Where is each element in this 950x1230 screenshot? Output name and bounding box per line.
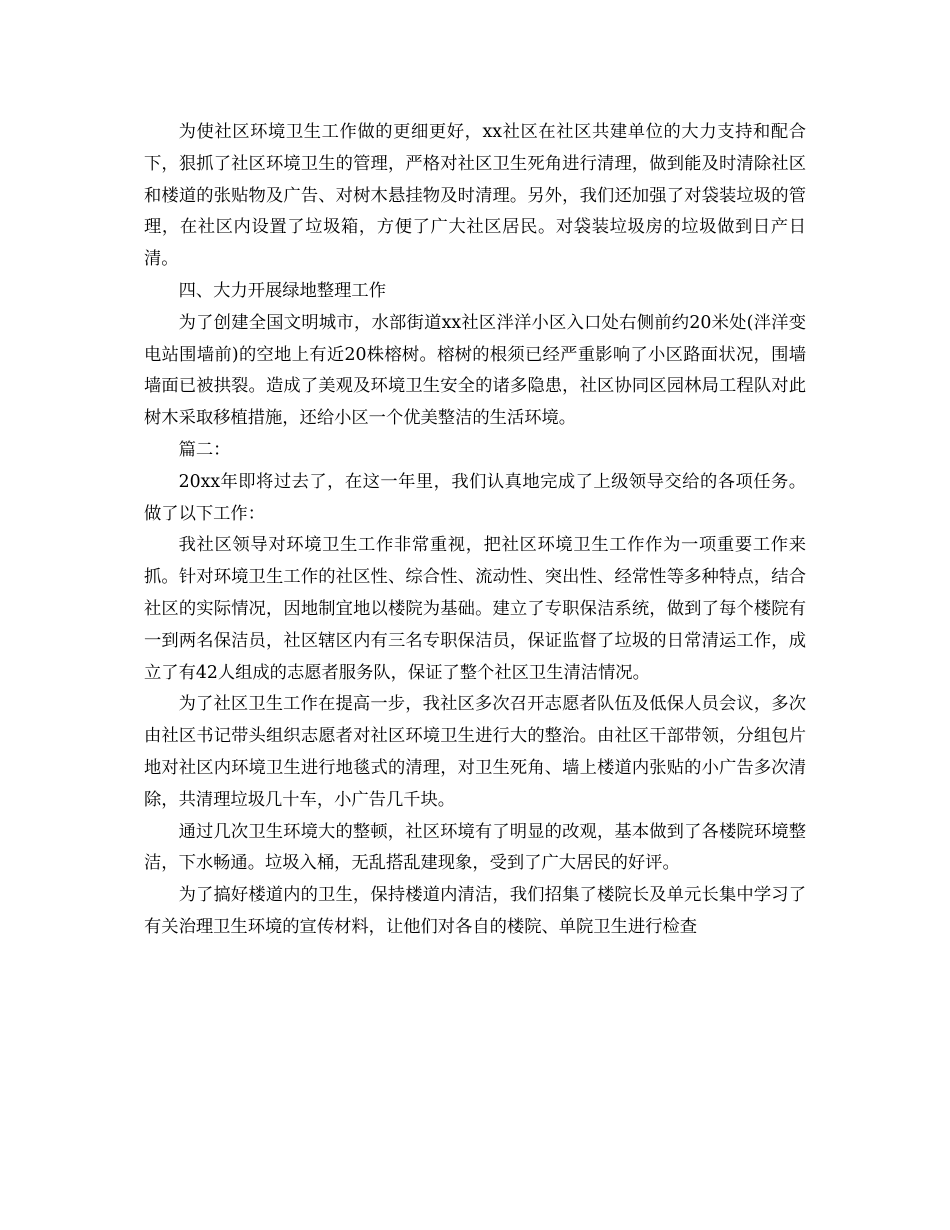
paragraph-3: 20xx年即将过去了，在这一年里，我们认真地完成了上级领导交给的各项任务。做了以下工作： bbox=[144, 471, 806, 524]
paragraph-1: 为使社区环境卫生工作做的更细更好，xx社区在社区共建单位的大力支持和配合下，狠抓了社区环境卫生的管理，严格对社区卫生死角进行清理，做到能及时清除社区和楼道的张贴物及广告、对树木悬挂物及时清理。另外，我们还加强了对袋装垃圾的管理，在社区内设置了垃圾箱，方便了广大社区居民。对袋装垃圾房的垃圾做到日产日清。 bbox=[144, 122, 806, 270]
paragraph-6: 通过几次卫生环境大的整顿，社区环境有了明显的改观，基本做到了各楼院环境整洁，下水畅通。垃圾入桶，无乱搭乱建现象，受到了广大居民的好评。 bbox=[144, 821, 806, 874]
section-heading-part-two: 篇二： bbox=[178, 439, 231, 460]
document-body bbox=[144, 117, 806, 944]
section-heading-greenland: 四、大力开展绿地整理工作 bbox=[178, 280, 386, 301]
paragraph-5: 为了社区卫生工作在提高一步，我社区多次召开志愿者队伍及低保人员会议，多次由社区书记带头组织志愿者对社区环境卫生进行大的整治。由社区干部带领，分组包片地对社区内环境卫生进行地毯式的清理，对卫生死角、墙上楼道内张贴的小广告多次清除，共清理垃圾几十车，小广告几千块。 bbox=[144, 694, 806, 810]
paragraph-2: 为了创建全国文明城市，水部街道xx社区泮洋小区入口处右侧前约20米处(泮洋变电站围墙前)的空地上有近20株榕树。榕树的根须已经严重影响了小区路面状况，围墙墙面已被拱裂。造成了美观及环境卫生安全的诸多隐患，社区协同区园林局工程队对此树木采取移植措施，还给小区一个优美整洁的生活环境。 bbox=[144, 312, 806, 429]
paragraph-7: 为了搞好楼道内的卫生，保持楼道内清洁，我们招集了楼院长及单元长集中学习了有关治理卫生环境的宣传材料，让他们对各自的楼院、单院卫生进行检查 bbox=[144, 885, 806, 937]
paragraph-4: 我社区领导对环境卫生工作非常重视，把社区环境卫生工作作为一项重要工作来抓。针对环境卫生工作的社区性、综合性、流动性、突出性、经常性等多种特点，结合社区的实际情况，因地制宜地以楼院为基础。建立了专职保洁系统，做到了每个楼院有一到两名保洁员，社区辖区内有三名专职保洁员，保证监督了垃圾的日常清运工作，成立了有42人组成的志愿者服务队，保证了整个社区卫生清洁情况。 bbox=[144, 535, 806, 683]
